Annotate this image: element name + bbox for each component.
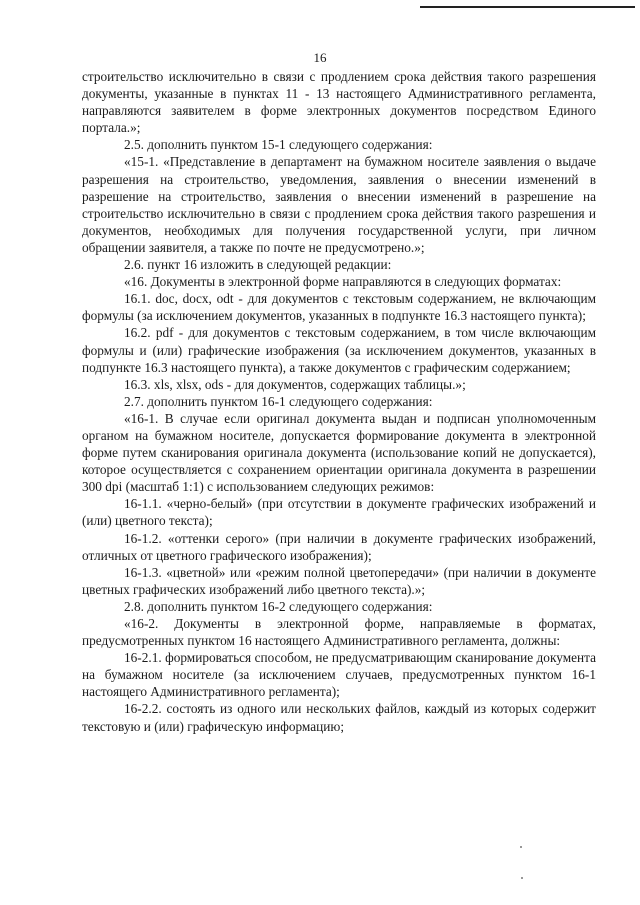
paragraph-4: 2.6. пункт 16 изложить в следующей редакции: [124,257,392,273]
paragraph-14: 2.8. дополнить пунктом 16-2 следующего содержания: [124,598,433,614]
top-rule [420,6,635,8]
paragraph-3: «15-1. «Представление в департамент на бумажном носителе заявления о выдаче разрешения на строительство, уведомления, заявления о внесении изменений в разрешение на строительство, заявления о внесении изменений в разрешение на строительство исключительно в связи с продлением срока действия такого разрешения и документов, необходимых для получения государственной услуги, при личном обращении заявителя, а также по почте не предусмотрено.»; [82,154,596,255]
paragraph-2: 2.5. дополнить пунктом 15-1 следующего содержания: [124,137,433,153]
scan-speck [521,877,523,879]
paragraph-7: 16.2. pdf - для документов с текстовым содержанием, в том числе включающим формулы и (или) графические изображения (за исключением документов, указанных в подпункте 16.3 настоящего пункта), а также документов с графическим содержанием; [82,325,596,375]
paragraph-16: 16-2.1. формироваться способом, не предусматривающим сканирование документа на бумажном носителе (за исключением случаев, предусмотренных пунктом 16-1 настоящего Административного регламента); [82,650,596,700]
paragraph-9: 2.7. дополнить пунктом 16-1 следующего содержания: [124,393,433,409]
page-number: 16 [313,50,327,65]
document-body [82,68,596,735]
paragraph-5: «16. Документы в электронной форме направляются в следующих форматах: [124,274,562,290]
paragraph-15: «16-2. Документы в электронной форме, направляемые в форматах, предусмотренных пунктом 16 настоящего Административного регламента, должны: [82,616,596,649]
paragraph-6: 16.1. doc, docx, odt - для документов с текстовым содержанием, не включающим формулы (за исключением документов, указанных в подпункте 16.3 настоящего пункта); [82,291,596,324]
paragraph-13: 16-1.3. «цветной» или «режим полной цветопередачи» (при наличии в документе цветных графических изображений либо цветного текста).»; [82,564,596,597]
paragraph-10: «16-1. В случае если оригинал документа выдан и подписан уполномоченным органом на бумажном носителе, допускается формирование документа в электронной форме путем сканирования оригинала документа (использование копий не допускается), которое осуществляется с сохранением ориентации оригинала документа в разрешении 300 dpi (масштаб 1:1) с использованием следующих режимов: [82,410,596,495]
paragraph-12: 16-1.2. «оттенки серого» (при наличии в документе графических изображений, отличных от цветного графического изображения); [82,530,596,563]
paragraph-1: строительство исключительно в связи с продлением срока действия такого разрешения документы, указанные в пунктах 11 - 13 настоящего Административного регламента, направляются заявителем в форме электронных документов посредством Единого портала.»; [82,69,596,136]
paragraph-11: 16-1.1. «черно-белый» (при отсутствии в документе графических изображений и (или) цветного текста); [82,496,596,529]
scan-speck [520,846,522,848]
paragraph-8: 16.3. xls, xlsx, ods - для документов, содержащих таблицы.»; [124,376,466,392]
paragraph-17: 16-2.2. состоять из одного или нескольких файлов, каждый из которых содержит текстовую и (или) графическую информацию; [82,701,596,734]
